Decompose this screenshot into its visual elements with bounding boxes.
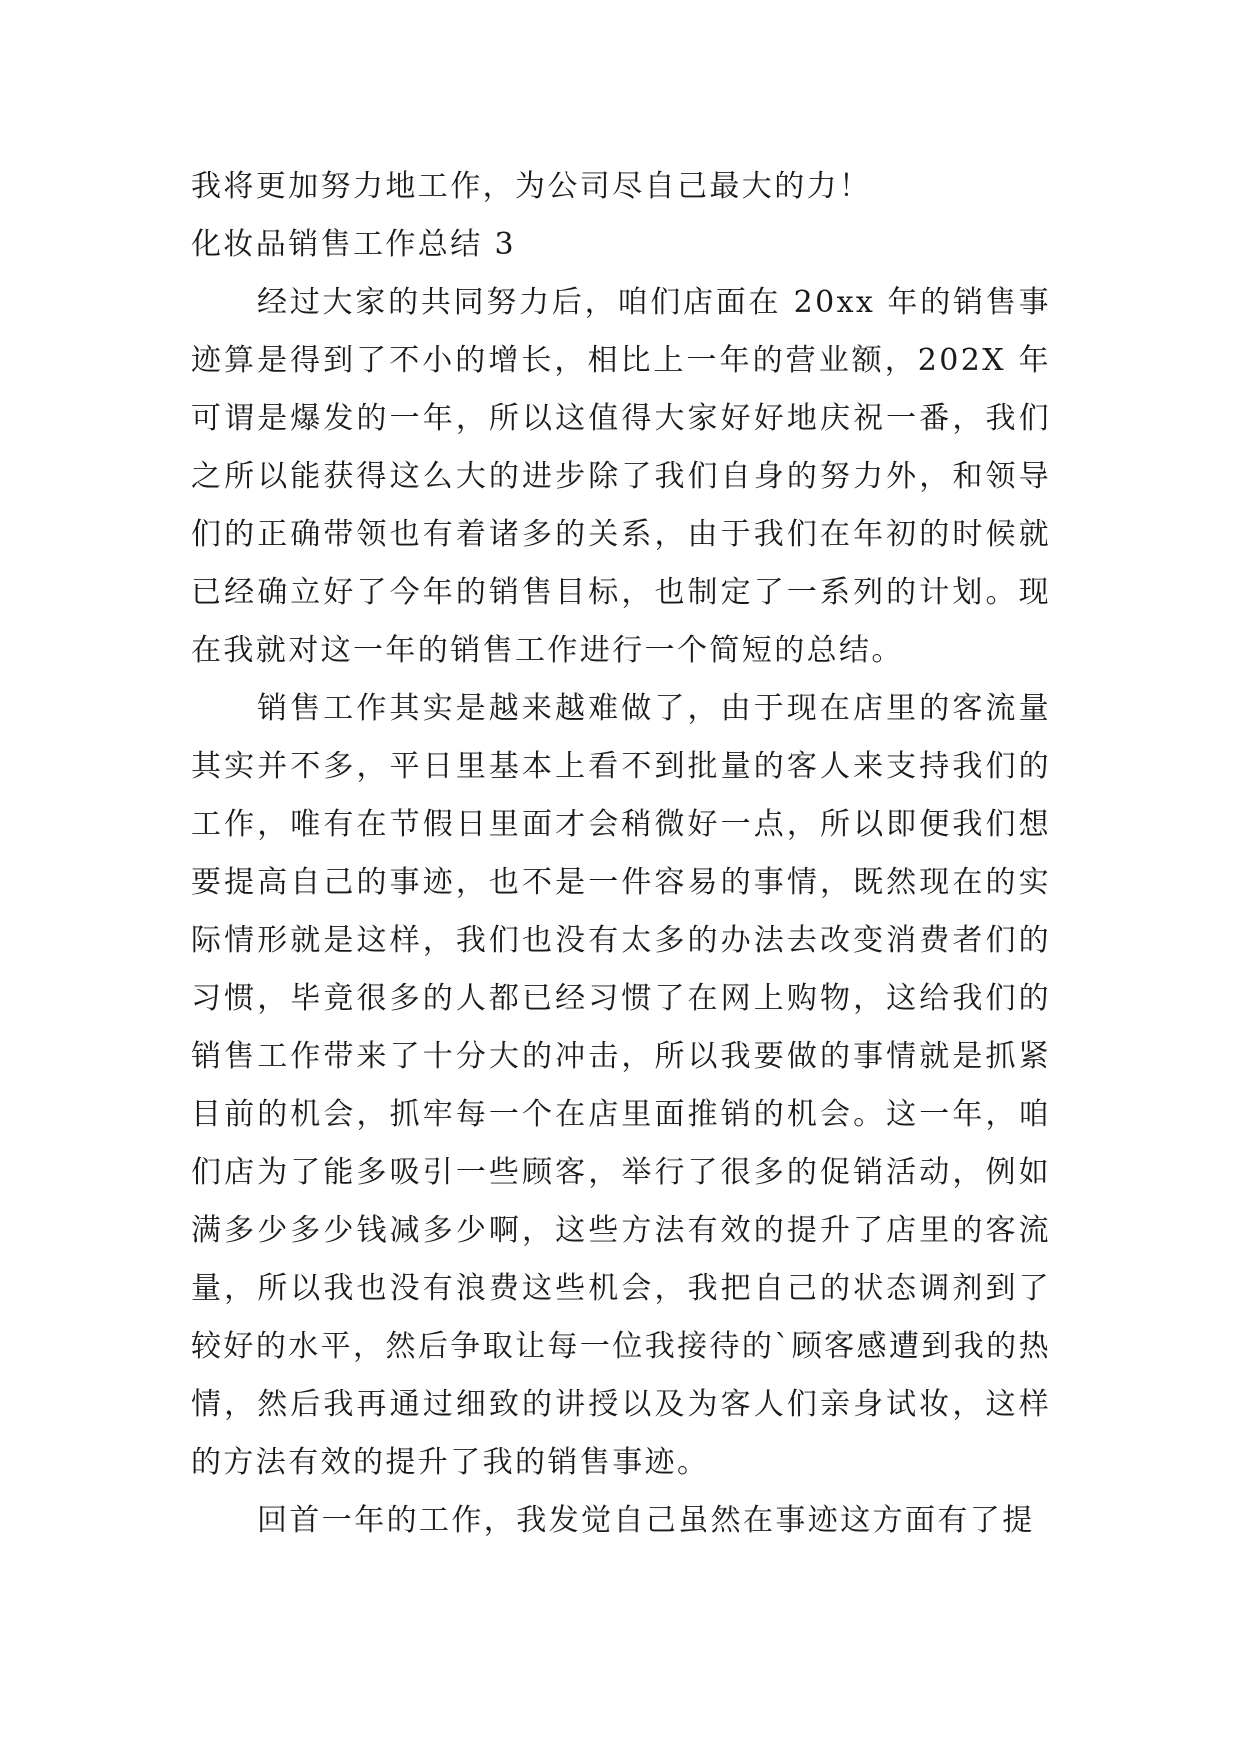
body-paragraph: 经过大家的共同努力后，咱们店面在 20xx 年的销售事迹算是得到了不小的增长，相比上一年的营业额，202X 年可谓是爆发的一年，所以这值得大家好好地庆祝一番，我们之所以能获得这么大的进步除了我们自身的努力外，和领导们的正确带领也有着诸多的关系，由于我们在年初的时候就已经确立好了今年的销售目标，也制定了一系列的计划。现在我就对这一年的销售工作进行一个简短的总结。 [191,285,1051,668]
body-paragraph: 销售工作其实是越来越难做了，由于现在店里的客流量其实并不多，平日里基本上看不到批量的客人来支持我们的工作，唯有在节假日里面才会稍微好一点，所以即便我们想要提高自己的事迹，也不是一件容易的事情，既然现在的实际情形就是这样，我们也没有太多的办法去改变消费者们的习惯，毕竟很多的人都已经习惯了在网上购物，这给我们的销售工作带来了十分大的冲击，所以我要做的事情就是抓紧目前的机会，抓牢每一个在店里面推销的机会。这一年，咱们店为了能多吸引一些顾客，举行了很多的促销活动，例如满多少多少钱减多少啊，这些方法有效的提升了店里的客流量，所以我也没有浪费这些机会，我把自己的状态调剂到了较好的水平，然后争取让每一位我接待的`顾客感遭到我的热情，然后我再通过细致的讲授以及为客人们亲身试妆，这样的方法有效的提升了我的销售事迹。 [191,691,1051,1480]
section-heading: 化妆品销售工作总结 3 [191,227,517,262]
document-body [191,158,1051,1550]
closing-sentence: 我将更加努力地工作，为公司尽自己最大的力！ [191,169,872,204]
body-paragraph: 回首一年的工作，我发觉自己虽然在事迹这方面有了提 [257,1503,1035,1538]
